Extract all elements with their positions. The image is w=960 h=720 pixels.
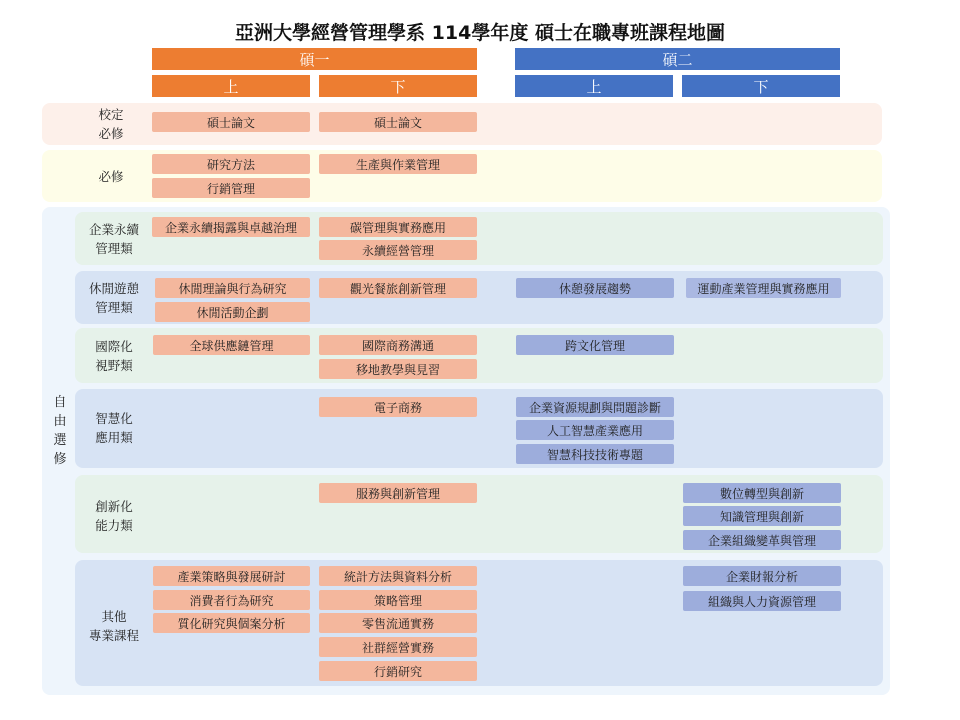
course-box: 國際商務溝通 — [319, 335, 477, 355]
course-box: 社群經營實務 — [319, 637, 477, 657]
group-label-line: 企業永續 — [88, 222, 139, 237]
year2-sem2-header: 下 — [682, 75, 840, 97]
group-label-line: 國際化 — [95, 339, 133, 354]
course-box: 碳管理與實務應用 — [319, 217, 477, 237]
course-box: 休憩發展趨勢 — [516, 278, 674, 298]
course-box: 人工智慧產業應用 — [516, 420, 674, 440]
course-box: 企業永續揭露與卓越治理 — [152, 217, 310, 237]
elective-label — [48, 395, 72, 467]
group-label-line: 管理類 — [95, 300, 133, 315]
group-label-line: 視野類 — [95, 358, 133, 373]
course-box: 數位轉型與創新 — [683, 483, 841, 503]
group-leisure-label — [75, 275, 153, 321]
elective-label-char2: 由 — [53, 414, 67, 429]
year1-sem2-header: 下 — [319, 75, 477, 97]
group-innovation-label — [75, 493, 153, 539]
elective-label-char4: 修 — [53, 452, 67, 467]
course-box: 研究方法 — [152, 154, 310, 174]
required-label: 必修 — [98, 168, 124, 184]
school-required-label — [75, 103, 147, 145]
course-box: 行銷管理 — [152, 178, 310, 198]
course-box: 產業策略與發展研討 — [153, 566, 310, 586]
elective-label-char3: 選 — [53, 433, 67, 448]
course-box: 運動產業管理與實務應用 — [686, 278, 841, 298]
group-label-line: 應用類 — [95, 430, 133, 445]
group-label-line: 能力類 — [95, 518, 133, 533]
year1-sem1-header: 上 — [152, 75, 310, 97]
course-box: 服務與創新管理 — [319, 483, 477, 503]
course-box: 消費者行為研究 — [153, 590, 310, 610]
course-box: 質化研究與個案分析 — [153, 613, 310, 633]
page-title: 亞洲大學經營管理學系 114學年度 碩士在職專班課程地圖 — [235, 22, 725, 44]
group-label-line: 智慧化 — [95, 411, 133, 426]
group-label-line: 創新化 — [95, 499, 133, 514]
group-sustainability-label — [75, 216, 153, 262]
group-label-line: 管理類 — [95, 241, 133, 256]
elective-label-char1: 自 — [53, 395, 67, 410]
course-box: 全球供應鏈管理 — [153, 335, 310, 355]
course-box: 零售流通實務 — [319, 613, 477, 633]
group-label-line: 休閒遊憩 — [88, 281, 139, 296]
group-label-line: 專業課程 — [88, 628, 139, 643]
course-box: 智慧科技技術專題 — [516, 444, 674, 464]
course-box: 觀光餐旅創新管理 — [319, 278, 477, 298]
course-box: 生產與作業管理 — [319, 154, 477, 174]
course-box: 企業資源規劃與問題診斷 — [516, 397, 674, 417]
school-required-label-line2: 必修 — [98, 126, 124, 141]
course-box: 行銷研究 — [319, 661, 477, 681]
course-box: 企業財報分析 — [683, 566, 841, 586]
course-box: 碩士論文 — [152, 112, 310, 132]
course-box: 電子商務 — [319, 397, 477, 417]
course-box: 策略管理 — [319, 590, 477, 610]
course-box: 休閒活動企劃 — [155, 302, 310, 322]
year2-sem1-header: 上 — [515, 75, 673, 97]
course-box: 組織與人力資源管理 — [683, 591, 841, 611]
course-box: 跨文化管理 — [516, 335, 674, 355]
course-box: 永續經營管理 — [319, 240, 477, 260]
course-box: 企業組織變革與管理 — [683, 530, 841, 550]
school-required-label-line1: 校定 — [98, 107, 124, 122]
group-smart-label — [75, 405, 153, 451]
course-box: 移地教學與見習 — [319, 359, 477, 379]
course-box: 碩士論文 — [319, 112, 477, 132]
year1-header: 碩一 — [152, 48, 477, 70]
course-box: 休閒理論與行為研究 — [155, 278, 310, 298]
course-box: 統計方法與資料分析 — [319, 566, 477, 586]
year2-header: 碩二 — [515, 48, 840, 70]
group-label-line: 其他 — [101, 609, 127, 624]
group-smart-bg — [75, 389, 883, 468]
course-box: 知識管理與創新 — [683, 506, 841, 526]
group-other-label — [75, 603, 153, 649]
group-international-label — [75, 333, 153, 379]
